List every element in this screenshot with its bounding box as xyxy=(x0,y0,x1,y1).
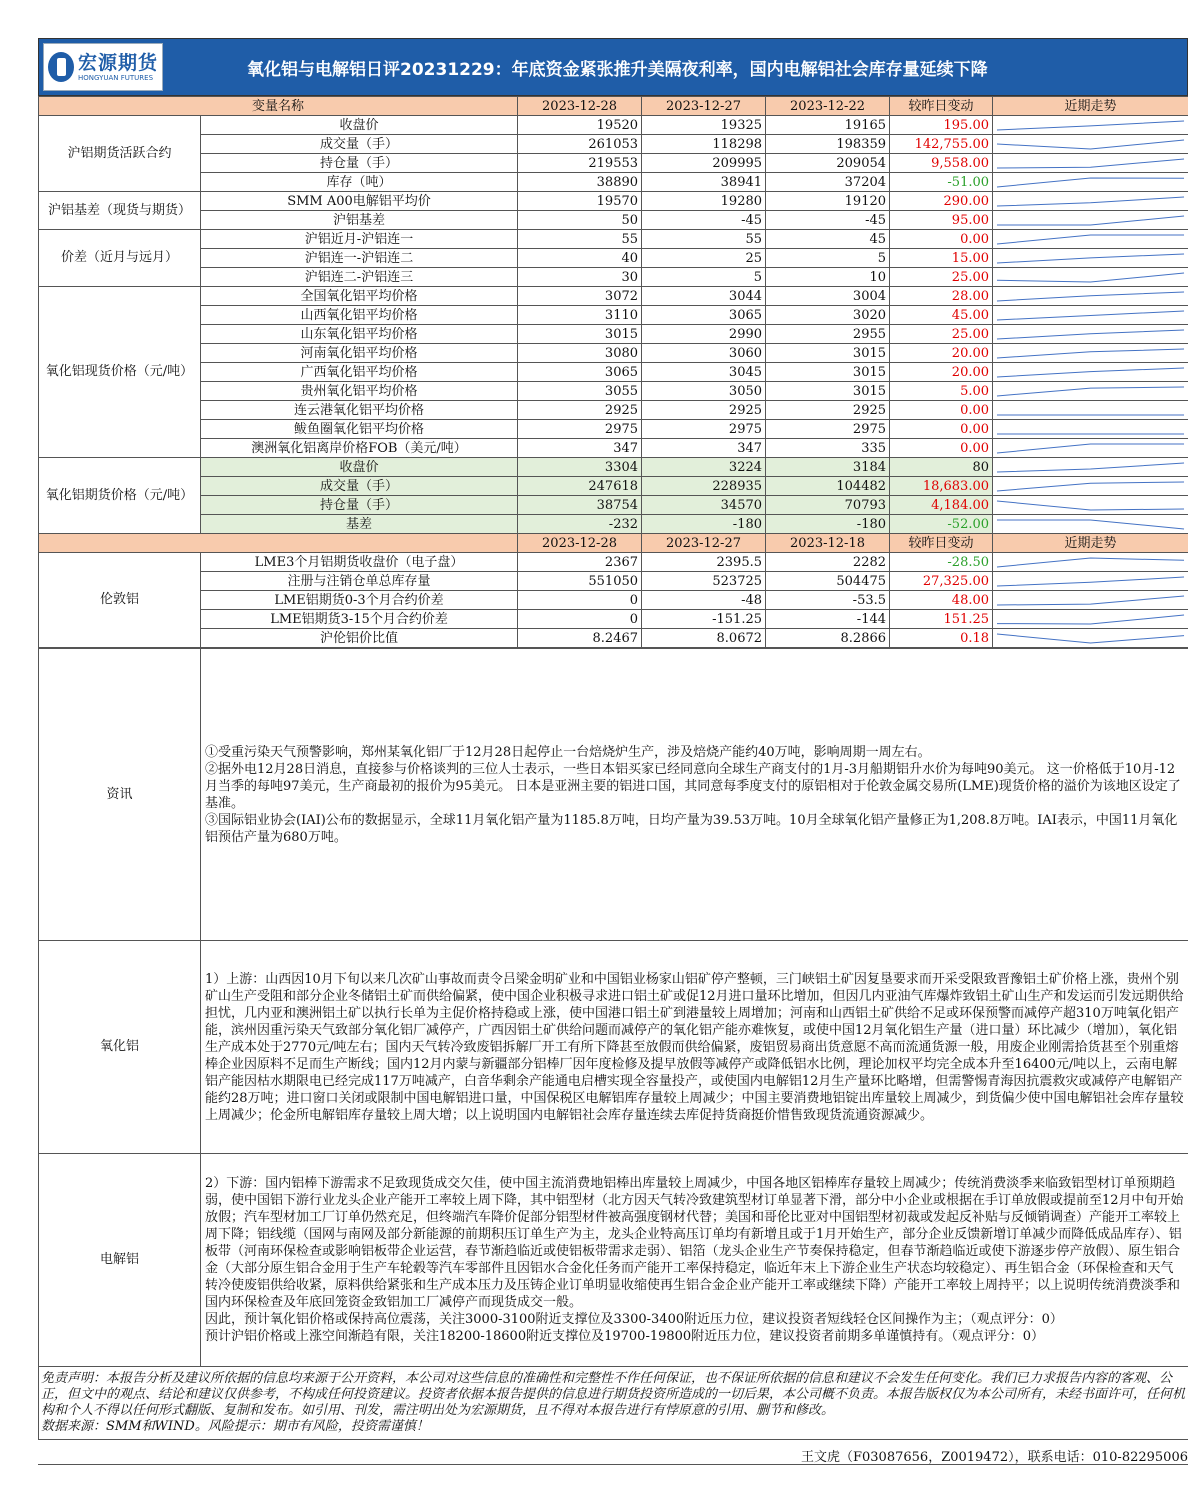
trend-cell xyxy=(993,572,1188,591)
variable-name: 成交量（手） xyxy=(201,135,518,154)
variable-name: 持仓量（手） xyxy=(201,496,518,515)
change-cell: 0.18 xyxy=(890,629,993,648)
trend-line xyxy=(997,463,1184,472)
value-cell: 3110 xyxy=(518,306,642,325)
trend-line xyxy=(997,121,1184,130)
value-cell: 3044 xyxy=(642,287,766,306)
value-cell: -151.25 xyxy=(642,610,766,629)
variable-name: 连云港氧化铝平均价格 xyxy=(201,401,518,420)
value-cell: 3045 xyxy=(642,363,766,382)
category-cell: 价差（近月与远月） xyxy=(39,230,201,287)
trend-sparkline xyxy=(993,630,1188,647)
value-cell: 8.2467 xyxy=(518,629,642,648)
trend-cell xyxy=(993,515,1188,534)
trend-sparkline xyxy=(993,345,1188,362)
category-cell: 伦敦铝 xyxy=(39,553,201,648)
value-cell: 3224 xyxy=(642,458,766,477)
variable-name: SMM A00电解铝平均价 xyxy=(201,192,518,211)
trend-line xyxy=(997,292,1184,301)
report-page xyxy=(38,38,1188,1465)
value-cell: 3065 xyxy=(518,363,642,382)
trend-cell xyxy=(993,382,1188,401)
change-cell: 20.00 xyxy=(890,344,993,363)
variable-name: 沪铝连一-沪铝连二 xyxy=(201,249,518,268)
table-row xyxy=(39,572,1188,591)
value-cell: 523725 xyxy=(642,572,766,591)
table-row xyxy=(39,344,1188,363)
table-row xyxy=(39,363,1188,382)
trend-cell xyxy=(993,458,1188,477)
trend-cell xyxy=(993,439,1188,458)
change-cell: 20.00 xyxy=(890,363,993,382)
trend-sparkline xyxy=(993,288,1188,305)
trend-cell xyxy=(993,249,1188,268)
trend-line xyxy=(997,235,1184,244)
trend-line xyxy=(997,577,1184,586)
change-cell: 195.00 xyxy=(890,116,993,135)
table-row xyxy=(39,553,1188,572)
variable-name: 沪铝基差 xyxy=(201,211,518,230)
value-cell: 0 xyxy=(518,591,642,610)
change-cell: 15.00 xyxy=(890,249,993,268)
change-cell: 25.00 xyxy=(890,325,993,344)
trend-line xyxy=(997,216,1184,225)
header-cell xyxy=(39,534,518,553)
value-cell: 228935 xyxy=(642,477,766,496)
value-cell: 2367 xyxy=(518,553,642,572)
alumina-label: 氧化铝 xyxy=(39,941,201,1154)
value-cell: 2975 xyxy=(518,420,642,439)
variable-name: 收盘价 xyxy=(201,458,518,477)
value-cell: 2990 xyxy=(642,325,766,344)
news-content xyxy=(201,649,1188,941)
header-cell: 2023-12-27 xyxy=(642,97,766,116)
value-cell: 55 xyxy=(518,230,642,249)
value-cell: 45 xyxy=(766,230,890,249)
trend-line xyxy=(997,444,1184,453)
change-cell: 5.00 xyxy=(890,382,993,401)
change-cell: 28.00 xyxy=(890,287,993,306)
commentary-table xyxy=(38,648,1188,1367)
value-cell: 3015 xyxy=(766,382,890,401)
table-row xyxy=(39,116,1188,135)
value-cell: 118298 xyxy=(642,135,766,154)
trend-sparkline xyxy=(993,326,1188,343)
trend-line xyxy=(997,330,1184,339)
value-cell: 504475 xyxy=(766,572,890,591)
change-cell: 290.00 xyxy=(890,192,993,211)
variable-name: 鲅鱼圈氧化铝平均价格 xyxy=(201,420,518,439)
change-cell: 0.00 xyxy=(890,439,993,458)
category-cell: 氧化铝期货价格（元/吨） xyxy=(39,458,201,534)
table-row xyxy=(39,173,1188,192)
trend-line xyxy=(997,140,1184,149)
value-cell: 2282 xyxy=(766,553,890,572)
trend-line xyxy=(997,558,1184,567)
trend-line xyxy=(997,311,1184,320)
value-cell: 3304 xyxy=(518,458,642,477)
value-cell: 3015 xyxy=(518,325,642,344)
value-cell: 38941 xyxy=(642,173,766,192)
value-cell: 37204 xyxy=(766,173,890,192)
value-cell: 3015 xyxy=(766,344,890,363)
trend-line xyxy=(997,368,1184,377)
variable-name: LME铝期货0-3个月合约价差 xyxy=(201,591,518,610)
trend-sparkline xyxy=(993,364,1188,381)
table-row xyxy=(39,496,1188,515)
trend-sparkline xyxy=(993,554,1188,571)
value-cell: 209054 xyxy=(766,154,890,173)
change-cell: -51.00 xyxy=(890,173,993,192)
trend-sparkline xyxy=(993,497,1188,514)
value-cell: 3004 xyxy=(766,287,890,306)
table-row xyxy=(39,325,1188,344)
variable-name: 山东氧化铝平均价格 xyxy=(201,325,518,344)
trend-line xyxy=(997,273,1184,282)
trend-cell xyxy=(993,496,1188,515)
value-cell: 8.0672 xyxy=(642,629,766,648)
table-row xyxy=(39,135,1188,154)
value-cell: 19165 xyxy=(766,116,890,135)
trend-sparkline xyxy=(993,174,1188,191)
trend-sparkline xyxy=(993,155,1188,172)
value-cell: 3055 xyxy=(518,382,642,401)
header-cell: 较昨日变动 xyxy=(890,97,993,116)
value-cell: 5 xyxy=(642,268,766,287)
value-cell: 347 xyxy=(518,439,642,458)
trend-sparkline xyxy=(993,440,1188,457)
variable-name: 河南氧化铝平均价格 xyxy=(201,344,518,363)
trend-cell xyxy=(993,629,1188,648)
trend-line xyxy=(997,159,1184,168)
trend-cell xyxy=(993,173,1188,192)
report-title: 氧化铝与电解铝日评20231229：年底资金紧张推升美隔夜利率，国内电解铝社会库存量延续下降 xyxy=(247,60,988,80)
aluminum-paragraph: 2）下游：国内铝棒下游需求不足致现货成交欠佳，使中国主流消费地铝棒出库量较上周减少，中国各地区铝棒库存量较上周减少；传统消费淡季来临致铝型材订单预期趋弱，使中国铝下游行业龙头企业产能开工率较上周下降，其中铝型材（北方因天气转冷致建筑型材订单显著下滑，部分中小企业或根据在手订单放假或提前至12月中旬开始放假；汽车型材加工厂订单仍然充足，但终端汽车降价促部分铝型材件被高强度钢材代替；美国和哥伦比亚对中国铝型材初裁或发起反补贴与反倾销调查）产能开工率较上周下降；铝线缆（国网与南网及部分新能源的前期积压订单生产为主，龙头企业特高压订单均有新增且或于1月开始生产，部分企业反馈新增订单减少而降低成品库存）、铝板带（河南环保检查或影响铝板带企业运营，春节渐趋临近或使铝板带需求走弱）、铝箔（龙头企业生产节奏保持稳定，但春节渐趋临近或使下游逐步停产放假）、原生铝合金（大部分原生铝合金用于生产车轮毂等汽车零部件且因铝水合金化任务而产能开工率保持稳定，临近年末上下游企业生产状态均较稳定）、再生铝合金（环保检查和天气转冷使废铝供给收紧，原料供给紧张和生产成本压力及压铸企业订单明显收缩使再生铝合金企业产能开工率或继续下降）产能开工率较上周持平；以上说明传统消费淡季和国内环保检查及年底回笼资金致铝加工厂减停产而现货成交一般。 xyxy=(205,1176,1184,1310)
trend-cell xyxy=(993,306,1188,325)
trend-line xyxy=(997,520,1184,529)
variable-name: 注册与注销仓单总库存量 xyxy=(201,572,518,591)
variable-name: 沪伦铝价比值 xyxy=(201,629,518,648)
trend-line xyxy=(997,178,1184,187)
header-cell: 近期走势 xyxy=(993,97,1188,116)
trend-cell xyxy=(993,268,1188,287)
table-row xyxy=(39,192,1188,211)
trend-sparkline xyxy=(993,250,1188,267)
value-cell: 19120 xyxy=(766,192,890,211)
value-cell: 38754 xyxy=(518,496,642,515)
table-row xyxy=(39,439,1188,458)
value-cell: 219553 xyxy=(518,154,642,173)
change-cell: -28.50 xyxy=(890,553,993,572)
table-row xyxy=(39,230,1188,249)
value-cell: 8.2866 xyxy=(766,629,890,648)
variable-name: 沪铝连二-沪铝连三 xyxy=(201,268,518,287)
trend-line xyxy=(997,349,1184,358)
table-row xyxy=(39,610,1188,629)
variable-name: 贵州氧化铝平均价格 xyxy=(201,382,518,401)
trend-line xyxy=(997,596,1184,605)
variable-name: 广西氧化铝平均价格 xyxy=(201,363,518,382)
value-cell: 3060 xyxy=(642,344,766,363)
trend-cell xyxy=(993,553,1188,572)
table-header-row xyxy=(39,534,1188,553)
value-cell: 2925 xyxy=(518,401,642,420)
value-cell: 5 xyxy=(766,249,890,268)
value-cell: 3065 xyxy=(642,306,766,325)
trend-cell xyxy=(993,211,1188,230)
change-cell: 9,558.00 xyxy=(890,154,993,173)
value-cell: 3020 xyxy=(766,306,890,325)
variable-name: LME3个月铝期货收盘价（电子盘） xyxy=(201,553,518,572)
table-row xyxy=(39,154,1188,173)
trend-line xyxy=(997,387,1184,396)
value-cell: 19570 xyxy=(518,192,642,211)
value-cell: 198359 xyxy=(766,135,890,154)
trend-line xyxy=(997,615,1184,624)
value-cell: 25 xyxy=(642,249,766,268)
variable-name: LME铝期货3-15个月合约价差 xyxy=(201,610,518,629)
change-cell: 18,683.00 xyxy=(890,477,993,496)
trend-sparkline xyxy=(993,212,1188,229)
table-row xyxy=(39,249,1188,268)
header-cell: 2023-12-28 xyxy=(518,97,642,116)
value-cell: 3072 xyxy=(518,287,642,306)
aluminum-label: 电解铝 xyxy=(39,1154,201,1367)
news-paragraph: ①受重污染天气预警影响，郑州某氧化铝厂于12月28日起停止一台焙烧炉生产，涉及焙烧产能约40万吨，影响周期一周左右。 xyxy=(205,744,931,760)
news-paragraph: ③国际铝业协会(IAI)公布的数据显示，全球11月氧化铝产量为1185.8万吨，日均产量为39.53万吨。10月全球氧化铝产量修正为1,208.8万吨。IAI表示，中国11月氧化铝预估产量为680万吨。 xyxy=(205,812,1178,845)
change-cell: 151.25 xyxy=(890,610,993,629)
table-row xyxy=(39,211,1188,230)
table-row xyxy=(39,515,1188,534)
category-cell: 沪铝基差（现货与期货） xyxy=(39,192,201,230)
variable-name: 澳洲氧化铝离岸价格FOB（美元/吨） xyxy=(201,439,518,458)
value-cell: 247618 xyxy=(518,477,642,496)
change-cell: 4,184.00 xyxy=(890,496,993,515)
value-cell: 347 xyxy=(642,439,766,458)
change-cell: 48.00 xyxy=(890,591,993,610)
trend-sparkline xyxy=(993,421,1188,438)
news-label: 资讯 xyxy=(39,649,201,941)
trend-cell xyxy=(993,344,1188,363)
trend-sparkline xyxy=(993,592,1188,609)
trend-line xyxy=(997,501,1184,510)
trend-cell xyxy=(993,420,1188,439)
value-cell: 10 xyxy=(766,268,890,287)
variable-name: 成交量（手） xyxy=(201,477,518,496)
trend-sparkline xyxy=(993,307,1188,324)
disclaimer-text: 免责声明：本报告分析及建议所依据的信息均来源于公开资料，本公司对这些信息的准确性和完整性不作任何保证，也不保证所依据的信息和建议不会发生任何变化。我们已力求报告内容的客观、公正，但文中的观点、结论和建议仅供参考，不构成任何投资建议。投资者依据本报告提供的信息进行期货投资所造成的一切后果，本公司概不负责。本报告版权仅为本公司所有，未经书面许可，任何机构和个人不得以任何形式翻版、复制和发布。如引用、刊发，需注明出处为宏源期货，且不得对本报告进行有悖原意的引用、删节和修改。 xyxy=(41,1371,1186,1418)
value-cell: 34570 xyxy=(642,496,766,515)
variable-name: 库存（吨） xyxy=(201,173,518,192)
change-cell: -52.00 xyxy=(890,515,993,534)
trend-sparkline xyxy=(993,573,1188,590)
disclaimer xyxy=(38,1367,1188,1440)
report-header xyxy=(38,38,1188,96)
trend-cell xyxy=(993,154,1188,173)
trend-cell xyxy=(993,116,1188,135)
trend-sparkline xyxy=(993,193,1188,210)
trend-cell xyxy=(993,610,1188,629)
trend-cell xyxy=(993,230,1188,249)
change-cell: 95.00 xyxy=(890,211,993,230)
value-cell: 19325 xyxy=(642,116,766,135)
value-cell: 19280 xyxy=(642,192,766,211)
table-row xyxy=(39,420,1188,439)
value-cell: 70793 xyxy=(766,496,890,515)
news-paragraph: ②据外电12月28日消息，直接参与价格谈判的三位人士表示，一些日本铝买家已经同意向全球生产商支付的1月-3月船期铝升水价为每吨90美元。 这一价格低于10月-12月当季的每吨97美元，生产商最初的报价为95美元。 日本是亚洲主要的铝进口国，其同意每季度支付的原铝相对于伦敦金属交易所(LME)现货价格的溢价为该地区设定了基准。 xyxy=(205,761,1181,811)
header-cell: 2023-12-18 xyxy=(766,534,890,553)
variable-name: 基差 xyxy=(201,515,518,534)
trend-sparkline xyxy=(993,478,1188,495)
trend-sparkline xyxy=(993,383,1188,400)
trend-cell xyxy=(993,135,1188,154)
value-cell: 0 xyxy=(518,610,642,629)
header-cell: 较昨日变动 xyxy=(890,534,993,553)
value-cell: 3184 xyxy=(766,458,890,477)
value-cell: 2975 xyxy=(766,420,890,439)
value-cell: 2395.5 xyxy=(642,553,766,572)
table-row xyxy=(39,401,1188,420)
variable-name: 山西氧化铝平均价格 xyxy=(201,306,518,325)
value-cell: -45 xyxy=(642,211,766,230)
logo-icon xyxy=(48,52,74,82)
trend-sparkline xyxy=(993,117,1188,134)
value-cell: 335 xyxy=(766,439,890,458)
value-cell: 2955 xyxy=(766,325,890,344)
change-cell: 0.00 xyxy=(890,401,993,420)
header-cell: 近期走势 xyxy=(993,534,1188,553)
trend-sparkline xyxy=(993,136,1188,153)
change-cell: 45.00 xyxy=(890,306,993,325)
change-cell: 0.00 xyxy=(890,230,993,249)
header-cell: 2023-12-28 xyxy=(518,534,642,553)
trend-line xyxy=(997,482,1184,491)
change-cell: 80 xyxy=(890,458,993,477)
value-cell: 3050 xyxy=(642,382,766,401)
value-cell: -144 xyxy=(766,610,890,629)
trend-sparkline xyxy=(993,402,1188,419)
value-cell: 3080 xyxy=(518,344,642,363)
trend-cell xyxy=(993,363,1188,382)
value-cell: 261053 xyxy=(518,135,642,154)
alumina-paragraph: 1）上游：山西因10月下旬以来几次矿山事故而责令吕梁金明矿业和中国铝业杨家山铝矿停产整顿，三门峡铝土矿因复垦要求而开采受限致晋豫铝土矿价格上涨，贵州个别矿山生产受阻和部分企业冬储铝土矿而供给偏紧，使中国企业积极寻求进口铝土矿或促12月进口量环比增加，但因几内亚油气库爆炸致铝土矿山生产和发运而引发远期供给担忧，几内亚和澳洲铝土矿以执行长单为主促价格持稳或上涨，使中国港口铝土矿到港量较上周增加；河南和山西铝土矿供给不足或环保预警而减停产超310万吨氧化铝产能，滨州因重污染天气致部分氧化铝厂减停产，广西因铝土矿供给问题而减停产的氧化铝产能亦难恢复，或使中国12月氧化铝生产量（进口量）环比减少（增加），氧化铝生产成本处于2770元/吨左右；国内天气转冷致废铝拆解厂开工有所下降甚至放假而供给偏紧，废铝贸易商出货意愿不高而流通货源一般，用废企业刚需拾货甚至个别重熔棒企业因原料不足而生产断线；国内12月内蒙与新疆部分铝棒厂因年度检修及提早放假等减停产或降低铝水比例，理论加权平均完全成本升至16400元/吨以上，云南电解铝产能因枯水期限电已经完成117万吨减产，白音华剩余产能通电启槽实现全容量投产，或使国内电解铝12月生产量环比略增，但需警惕青海因抗震救灾或减停产电解铝产能约28万吨；进口窗口关闭或限制中国电解铝进口量，中国保税区电解铝库存量较上周减少；中国主要消费地铝锭出库量较上周减少，到货偏少使中国电解铝社会库存量较上周减少；伦金所电解铝库存量较上周大增；以上说明国内电解铝社会库存量连续去库促持货商挺价惜售致现货流通资源减少。 xyxy=(205,971,1184,1123)
category-cell: 沪铝期货活跃合约 xyxy=(39,116,201,192)
trend-cell xyxy=(993,287,1188,306)
table-row xyxy=(39,287,1188,306)
value-cell: 50 xyxy=(518,211,642,230)
value-cell: 2925 xyxy=(766,401,890,420)
category-cell: 氧化铝现货价格（元/吨） xyxy=(39,287,201,458)
variable-name: 全国氧化铝平均价格 xyxy=(201,287,518,306)
trend-sparkline xyxy=(993,231,1188,248)
value-cell: -48 xyxy=(642,591,766,610)
value-cell: 2975 xyxy=(642,420,766,439)
value-cell: 40 xyxy=(518,249,642,268)
trend-cell xyxy=(993,192,1188,211)
table-row xyxy=(39,629,1188,648)
trend-cell xyxy=(993,591,1188,610)
header-cell: 变量名称 xyxy=(39,97,518,116)
trend-sparkline xyxy=(993,516,1188,533)
logo-text-en: HONGYUAN FUTURES xyxy=(78,74,154,82)
trend-line xyxy=(997,254,1184,263)
header-cell: 2023-12-22 xyxy=(766,97,890,116)
data-table xyxy=(38,96,1188,648)
table-row xyxy=(39,477,1188,496)
value-cell: 38890 xyxy=(518,173,642,192)
trend-sparkline xyxy=(993,611,1188,628)
table-row xyxy=(39,268,1188,287)
value-cell: 2925 xyxy=(642,401,766,420)
data-source-text: 数据来源：SMM和WIND。风险提示：期市有风险，投资需谨慎！ xyxy=(41,1419,429,1434)
trend-sparkline xyxy=(993,459,1188,476)
company-logo xyxy=(43,43,163,91)
value-cell: 209995 xyxy=(642,154,766,173)
value-cell: -232 xyxy=(518,515,642,534)
variable-name: 持仓量（手） xyxy=(201,154,518,173)
variable-name: 收盘价 xyxy=(201,116,518,135)
change-cell: 27,325.00 xyxy=(890,572,993,591)
value-cell: -180 xyxy=(642,515,766,534)
variable-name: 沪铝近月-沪铝连一 xyxy=(201,230,518,249)
trend-cell xyxy=(993,401,1188,420)
value-cell: 3015 xyxy=(766,363,890,382)
value-cell: 30 xyxy=(518,268,642,287)
aluminum-paragraph: 因此，预计氧化铝价格或保持高位震荡，关注3000-3100附近支撑位及3300-3400附近压力位，建议投资者短线轻仓区间操作为主；（观点评分：0） xyxy=(205,1312,1063,1327)
author-line: 王文虎（F03087656，Z0019472），联系电话：010-82295006 xyxy=(38,1440,1188,1465)
aluminum-content xyxy=(201,1154,1188,1367)
trend-cell xyxy=(993,325,1188,344)
trend-line xyxy=(997,634,1184,643)
change-cell: 0.00 xyxy=(890,420,993,439)
header-cell: 2023-12-27 xyxy=(642,534,766,553)
logo-text-cn: 宏源期货 xyxy=(78,52,159,74)
value-cell: -180 xyxy=(766,515,890,534)
alumina-content xyxy=(201,941,1188,1154)
table-row xyxy=(39,591,1188,610)
value-cell: -53.5 xyxy=(766,591,890,610)
value-cell: 55 xyxy=(642,230,766,249)
table-row xyxy=(39,306,1188,325)
value-cell: -45 xyxy=(766,211,890,230)
table-row xyxy=(39,458,1188,477)
trend-line xyxy=(997,197,1184,206)
value-cell: 19520 xyxy=(518,116,642,135)
change-cell: 142,755.00 xyxy=(890,135,993,154)
trend-sparkline xyxy=(993,269,1188,286)
value-cell: 551050 xyxy=(518,572,642,591)
aluminum-paragraph: 预计沪铝价格或上涨空间渐趋有限，关注18200-18600附近支撑位及19700-19800附近压力位，建议投资者前期多单谨慎持有。（观点评分：0） xyxy=(205,1329,1044,1344)
value-cell: 104482 xyxy=(766,477,890,496)
trend-cell xyxy=(993,477,1188,496)
table-header-row xyxy=(39,97,1188,116)
change-cell: 25.00 xyxy=(890,268,993,287)
table-row xyxy=(39,382,1188,401)
